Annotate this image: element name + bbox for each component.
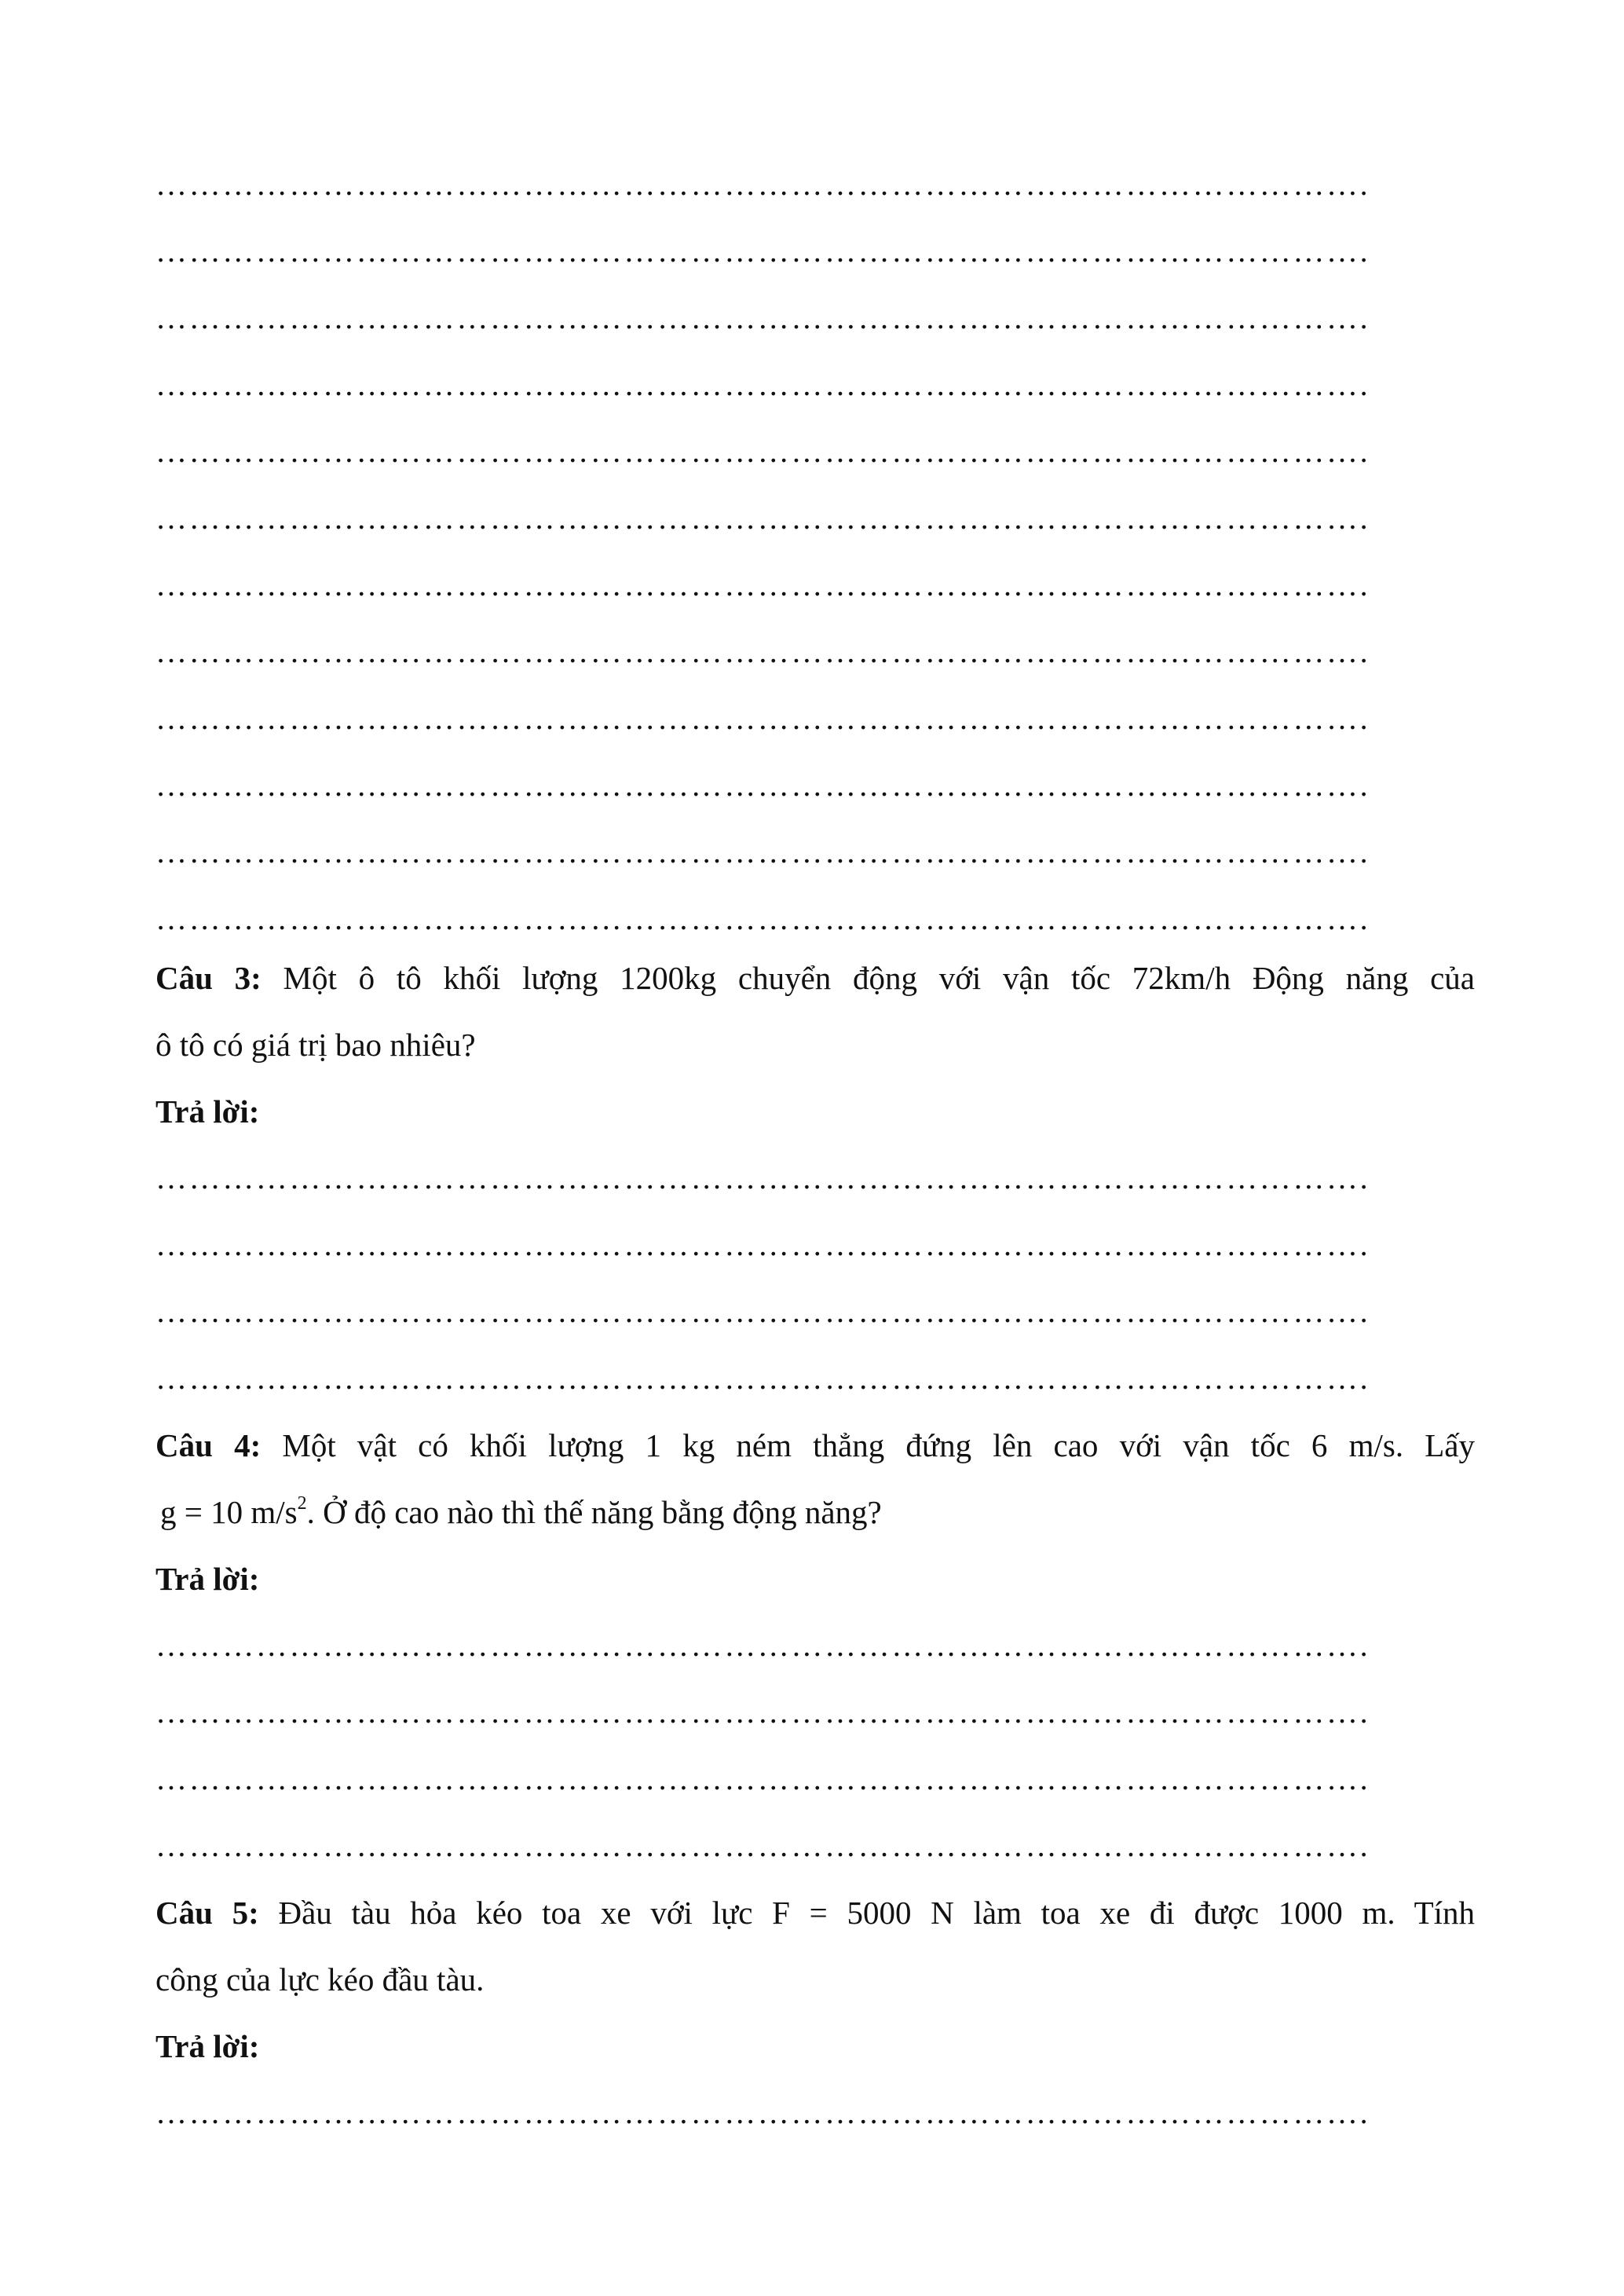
answer-line: ……………………………………………………………………………………………….: [155, 701, 1370, 736]
answer-line: ……………………………………………………………………………………………….: [155, 2095, 1370, 2130]
answer-line: ……………………………………………………………………………………………….: [155, 567, 1370, 602]
answer-line: ……………………………………………………………………………………………….: [155, 233, 1370, 269]
answer-line: ……………………………………………………………………………………………….: [155, 500, 1370, 536]
answer-line: ……………………………………………………………………………………………….: [155, 300, 1370, 335]
answer-line: ……………………………………………………………………………………………….: [155, 767, 1370, 803]
question-4-line-1: [155, 1422, 1475, 1469]
question-text: Một ô tô khối lượng 1200kg chuyển động với vận tốc 72km/h Động năng của: [283, 960, 1475, 996]
answer-line: ……………………………………………………………………………………………….: [155, 1360, 1370, 1396]
question-5-line-2: công của lực kéo đầu tàu.: [155, 1961, 485, 1998]
question-3-line-1: [155, 954, 1475, 1002]
answer-line: ……………………………………………………………………………………………….: [155, 634, 1370, 669]
answer-line: ……………………………………………………………………………………………….: [155, 1160, 1370, 1196]
question-text: Một vật có khối lượng 1 kg ném thẳng đứng lên cao với vận tốc 6 m/s. Lấy: [282, 1427, 1475, 1463]
question-4-line-2: [160, 1489, 1480, 1536]
formula-g: g = 10 m/s: [160, 1494, 298, 1530]
answer-label: Trả lời:: [155, 1561, 260, 1597]
answer-line: ……………………………………………………………………………………………….: [155, 367, 1370, 402]
exponent: 2: [297, 1493, 307, 1514]
answer-line: ……………………………………………………………………………………………….: [155, 1694, 1370, 1730]
answer-line: ……………………………………………………………………………………………….: [155, 901, 1370, 936]
question-5-line-1: [155, 1889, 1475, 1936]
answer-label: Trả lời:: [155, 1093, 260, 1130]
answer-line: ……………………………………………………………………………………………….: [155, 1227, 1370, 1262]
question-label: Câu 5:: [155, 1895, 259, 1931]
answer-line: ……………………………………………………………………………………………….: [155, 1294, 1370, 1329]
question-text: . Ở độ cao nào thì thế năng bằng động năng?: [306, 1494, 882, 1530]
answer-label: Trả lời:: [155, 2028, 260, 2064]
question-3-line-2: ô tô có giá trị bao nhiêu?: [155, 1027, 476, 1063]
answer-line: ……………………………………………………………………………………………….: [155, 1761, 1370, 1796]
answer-line: ……………………………………………………………………………………………….: [155, 1628, 1370, 1663]
answer-line: ……………………………………………………………………………………………….: [155, 167, 1370, 202]
question-label: Câu 4:: [155, 1427, 262, 1463]
answer-line: ……………………………………………………………………………………………….: [155, 834, 1370, 870]
question-label: Câu 3:: [155, 960, 262, 996]
question-text: Đầu tàu hỏa kéo toa xe với lực F = 5000 N làm toa xe đi được 1000 m. Tính: [278, 1895, 1476, 1931]
answer-line: ……………………………………………………………………………………………….: [155, 1828, 1370, 1863]
answer-line: ……………………………………………………………………………………………….: [155, 434, 1370, 469]
